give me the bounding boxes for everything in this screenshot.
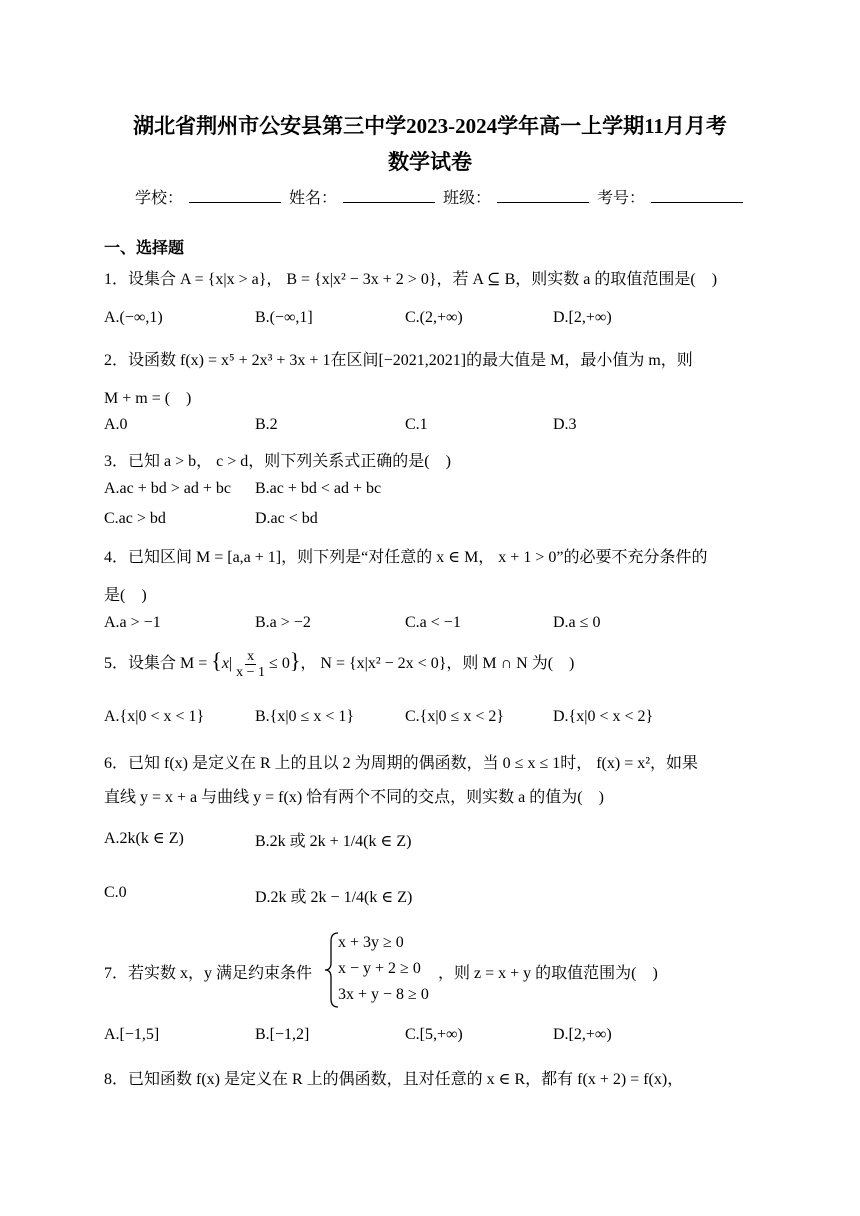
name-label: 姓名： [289,190,338,207]
q2-stem-line2: M + m = ( ) [104,390,192,407]
q7-constraint-1: x + 3y ≥ 0 [338,934,404,951]
q5-option-a: A.{x|0 < x < 1} [104,708,205,725]
q6-option-a: A.2k(k ∈ Z) [104,830,184,847]
q3-option-d: D.ac < bd [255,510,318,527]
q2-option-d: D.3 [553,416,577,433]
q1-option-c: C.(2,+∞) [405,309,463,326]
school-blank[interactable] [189,188,281,203]
q5-stem-suffix: ， N = {x|x² − 2x < 0}，则 M ∩ N 为( ) [300,655,575,672]
q2-stem-line1: 2．设函数 f(x) = x⁵ + 2x³ + 3x + 1在区间[−2021,2021]的最大值是 M，最小值为 m，则 [104,352,693,369]
class-blank[interactable] [497,188,589,203]
q5-frac-den: x − 1 [236,664,266,680]
q6-stem-line1: 6．已知 f(x) 是定义在 R 上的且以 2 为周期的偶函数，当 0 ≤ x ≤ 1时， f(x) = x²，如果 [104,755,699,772]
q6-option-d: D.2k 或 2k − 1/4(k ∈ Z) [255,889,413,906]
number-label: 考号： [597,190,646,207]
q2-option-c: C.1 [405,416,428,433]
q5-option-b: B.{x|0 ≤ x < 1} [255,708,355,725]
q4-option-d: D.a ≤ 0 [553,614,601,631]
student-info-row [135,185,747,208]
exam-title-line2: 数学试卷 [388,150,472,174]
q1-option-a: A.(−∞,1) [104,309,163,326]
q7-stem-suffix: ，则 z = x + y 的取值范围为( ) [438,965,658,982]
q4-option-a: A.a > −1 [104,614,161,631]
q7-stem-prefix: 7．若实数 x，y 满足约束条件 [104,965,313,982]
q6-stem-line2: 直线 y = x + a 与曲线 y = f(x) 恰有两个不同的交点，则实数 a 的值为( ) [104,789,604,806]
q8-stem: 8．已知函数 f(x) 是定义在 R 上的偶函数，且对任意的 x ∈ R，都有 f(x + 2) = f(x)， [104,1071,684,1088]
q6-option-b: B.2k 或 2k + 1/4(k ∈ Z) [255,833,412,850]
q2-option-b: B.2 [255,416,278,433]
q1-option-b: B.(−∞,1] [255,309,313,326]
q5-stem: 5．设集合 M = {x| $\frac{x}{x - 1}$ ≤ 0}， N = {x|x² − 2x < 0}，则 M ∩ N 为( ) [104,648,575,680]
q5-stem-prefix: 5．设集合 M = [104,655,208,672]
q1-stem: 1．设集合 A = {x|x > a}， B = {x|x² − 3x + 2 > 0}，若 A ⊆ B，则实数 a 的取值范围是( ) [104,271,718,288]
q1-option-d: D.[2,+∞) [553,309,612,326]
q7-option-c: C.[5,+∞) [405,1026,463,1043]
q7-option-a: A.[−1,5] [104,1026,160,1043]
q4-option-b: B.a > −2 [255,614,311,631]
q7-option-b: B.[−1,2] [255,1026,310,1043]
q3-stem: 3．已知 a > b， c > d，则下列关系式正确的是( ) [104,453,451,470]
q4-stem-line1: 4．已知区间 M = [a,a + 1]，则下列是“对任意的 x ∈ M， x + 1 > 0”的必要不充分条件的 [104,549,708,566]
q7-constraint-2: x − y + 2 ≥ 0 [338,960,421,977]
q6-option-c: C.0 [104,884,127,901]
q7-option-d: D.[2,+∞) [553,1026,612,1043]
q7-constraint-3: 3x + y − 8 ≥ 0 [338,986,429,1003]
q3-option-b: B.ac + bd < ad + bc [255,480,382,497]
section-heading: 一、选择题 [104,240,185,257]
q2-option-a: A.0 [104,416,128,433]
school-label: 学校： [135,190,184,207]
q3-option-a: A.ac + bd > ad + bc [104,480,232,497]
q5-frac-num: x [247,648,255,664]
q5-option-c: C.{x|0 ≤ x < 2} [405,708,505,725]
q4-stem-line2: 是( ) [104,587,147,604]
name-blank[interactable] [343,188,435,203]
q5-fraction [234,649,267,680]
class-label: 班级： [443,190,492,207]
q4-option-c: C.a < −1 [405,614,461,631]
number-blank[interactable] [651,188,743,203]
q5-option-d: D.{x|0 < x < 2} [553,708,654,725]
exam-title-line1: 湖北省荆州市公安县第三中学2023-2024学年高一上学期11月月考 [133,114,727,138]
q3-option-c: C.ac > bd [104,510,166,527]
